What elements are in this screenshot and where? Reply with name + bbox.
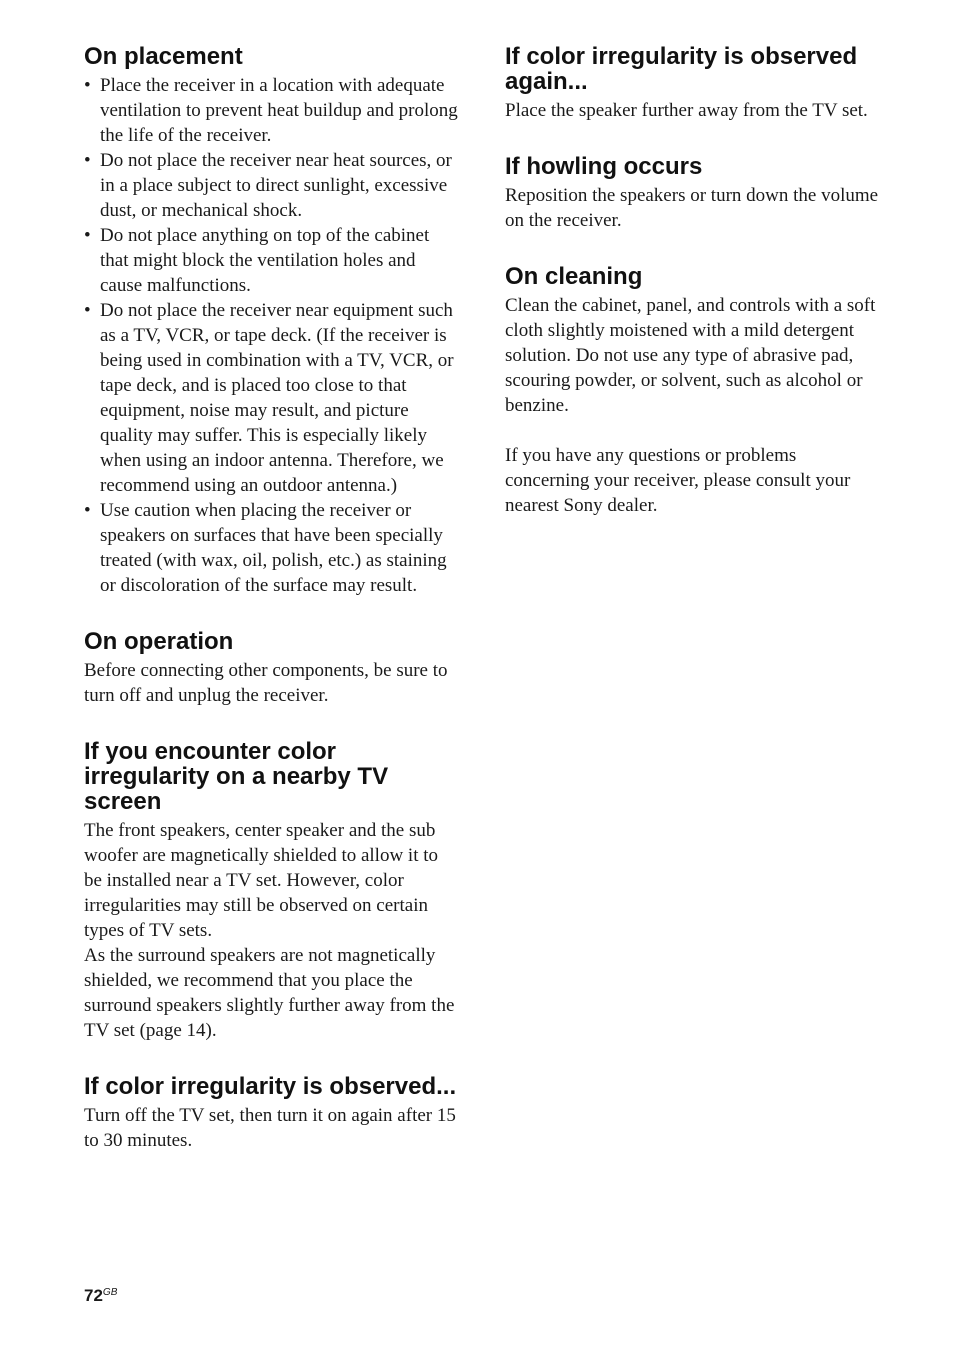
heading-on-cleaning: On cleaning	[505, 263, 643, 290]
bullet-icon: •	[84, 300, 91, 321]
bullet-icon: •	[84, 500, 91, 521]
list-item: • Do not place the receiver near heat sources, or in a place subject to direct sunlight, excessive dust, or mechanical shock.	[84, 150, 452, 221]
irregularity-observed-again-text: Place the speaker further away from the TV set.	[505, 100, 868, 121]
howling-text: Reposition the speakers or turn down the volume on the receiver.	[505, 185, 879, 231]
bullet-icon: •	[84, 225, 91, 246]
heading-irregularity-observed: If color irregularity is observed...	[84, 1073, 457, 1100]
list-item: • Do not place anything on top of the cabinet that might block the ventilation holes and cause malfunctions.	[84, 225, 430, 296]
bullet-icon: •	[84, 150, 91, 171]
heading-color-irregularity: If you encounter color irregularity on a nearby TV screen	[84, 738, 389, 815]
left-column	[84, 44, 460, 1153]
right-column	[505, 44, 885, 518]
list-item: • Do not place the receiver near equipment such as a TV, VCR, or tape deck. (If the receiver is being used in combination with a TV, VCR, or tape deck, and is placed too close to that equipment, noise may result, and picture quality may suffer. This is especially likely when using an indoor antenna. Therefore, we recommend using an outdoor antenna.)	[84, 300, 454, 496]
heading-irregularity-observed-again: If color irregularity is observed again...	[505, 43, 858, 95]
bullet-icon: •	[84, 75, 91, 96]
cleaning-para-2: If you have any questions or problems concerning your receiver, please consult your nearest Sony dealer.	[505, 445, 851, 516]
page-number: $72^{GB}$	[84, 1286, 118, 1305]
irregularity-observed-text: Turn off the TV set, then turn it on again after 15 to 30 minutes.	[84, 1105, 456, 1151]
page-suffix: GB	[102, 1287, 118, 1298]
heading-on-placement: On placement	[84, 43, 243, 70]
heading-howling: If howling occurs	[505, 153, 703, 180]
cleaning-para-1: Clean the cabinet, panel, and controls with a soft cloth slightly moistened with a mild detergent solution. Do not use any type of abrasive pad, scouring powder, or solvent, such as alcohol or benzine.	[505, 295, 876, 416]
operation-text: Before connecting other components, be sure to turn off and unplug the receiver.	[84, 660, 448, 706]
color-irregularity-para-2: As the surround speakers are not magnetically shielded, we recommend that you place the surround speakers slightly further away from the TV set (page 14).	[84, 945, 455, 1041]
list-item: • Use caution when placing the receiver or speakers on surfaces that have been specially treated (with wax, oil, polish, etc.) as staining or discoloration of the surface may result.	[84, 500, 447, 596]
placement-list	[84, 73, 460, 598]
heading-on-operation: On operation	[84, 628, 234, 655]
list-item: • Place the receiver in a location with adequate ventilation to prevent heat buildup and prolong the life of the receiver.	[84, 75, 458, 146]
color-irregularity-para-1: The front speakers, center speaker and the sub woofer are magnetically shielded to allow it to be installed near a TV set. However, color irregularities may still be observed on certain types of TV sets.	[84, 820, 439, 941]
